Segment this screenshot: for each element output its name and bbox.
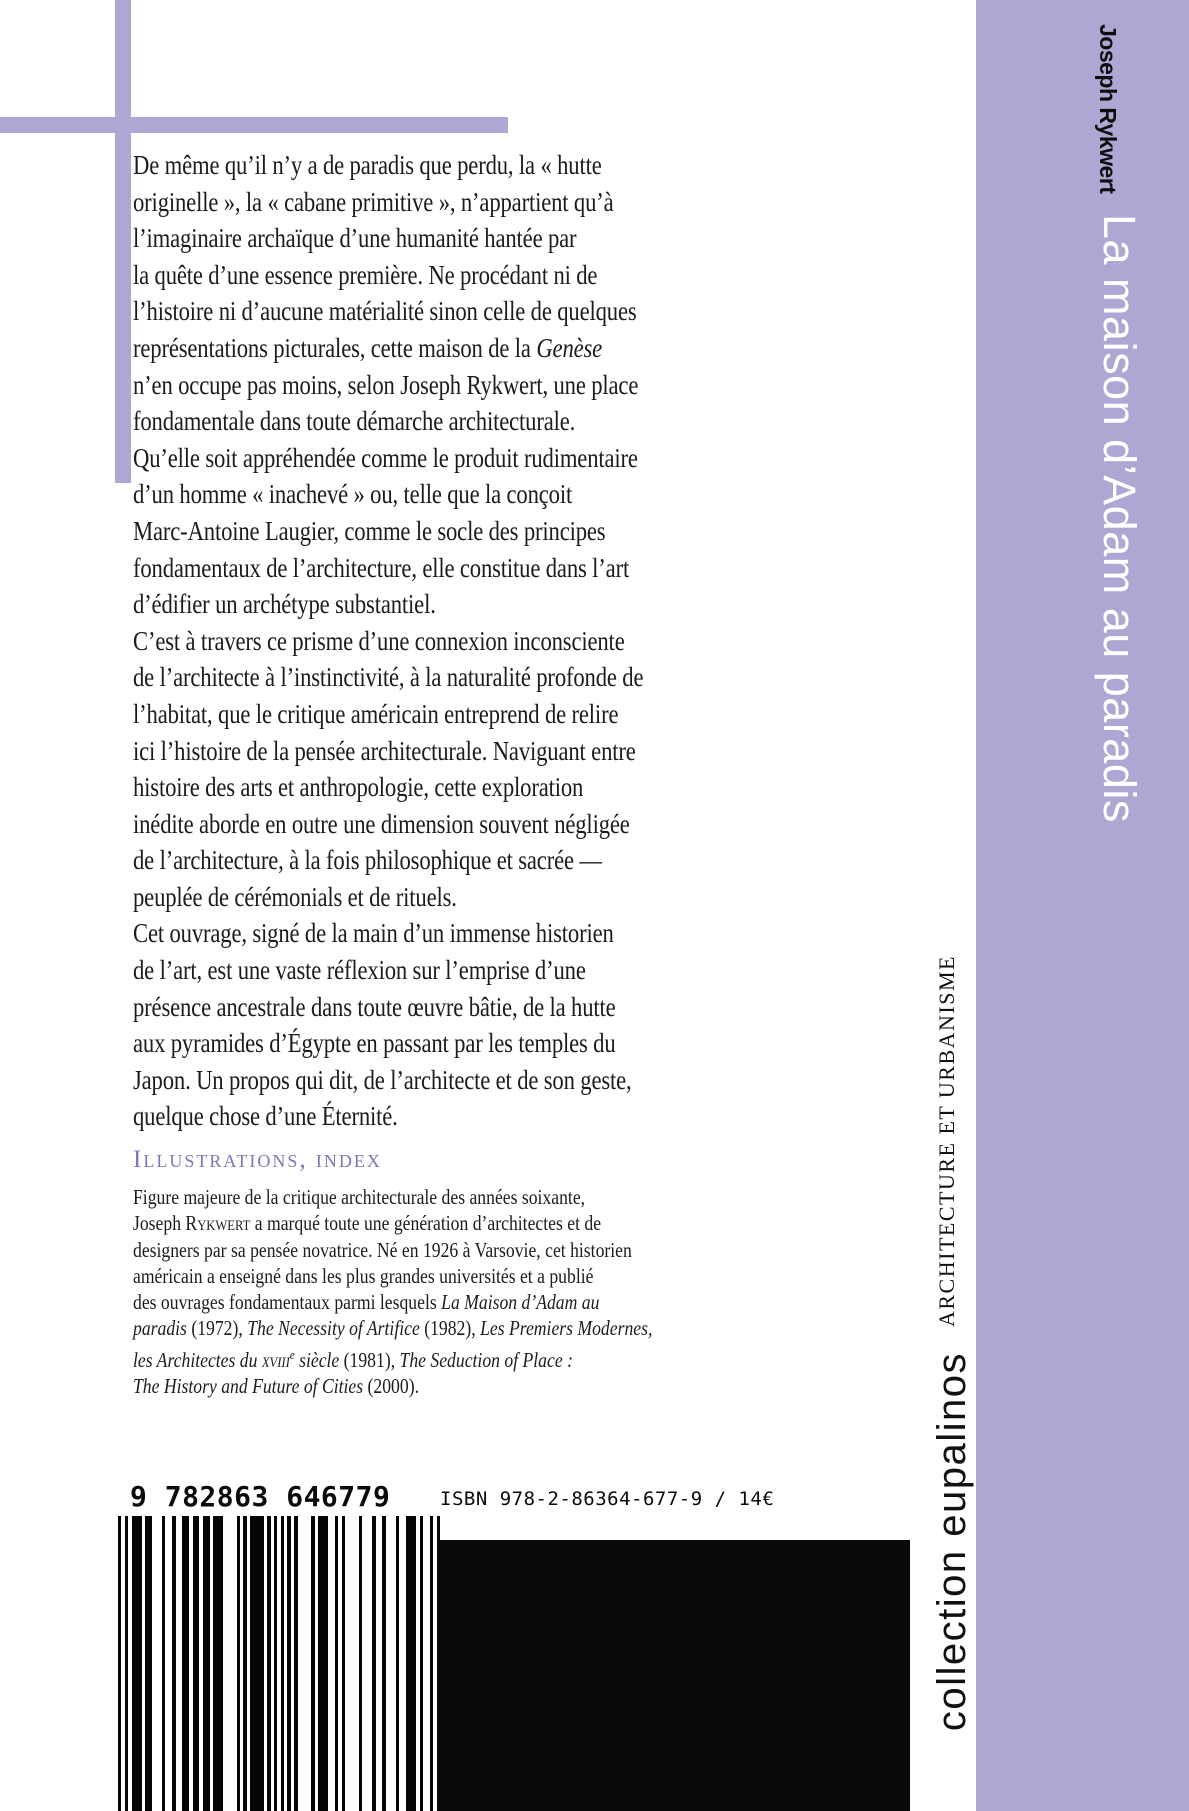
barcode-bar bbox=[172, 1516, 175, 1811]
barcode-bar bbox=[311, 1516, 314, 1811]
barcode-bar bbox=[118, 1516, 121, 1811]
barcode-bar bbox=[430, 1516, 433, 1811]
barcode-bar bbox=[318, 1516, 328, 1811]
body-line-segment: fondamentale dans toute démarche architecturale. bbox=[133, 406, 576, 437]
bio-line bbox=[133, 1263, 713, 1289]
body-line-segment: de l’architecte à l’instinctivité, à la naturalité profonde de bbox=[133, 662, 644, 693]
bio-line-segment: (1982), bbox=[419, 1316, 481, 1341]
body-line-segment: histoire des arts et anthropologie, cette exploration bbox=[133, 772, 584, 803]
barcode-bar bbox=[287, 1516, 290, 1811]
lavender-side-band bbox=[976, 0, 1189, 1811]
barcode-bar bbox=[243, 1516, 246, 1811]
bio-line-segment: xviii bbox=[261, 1347, 290, 1372]
body-line-segment: de l’art, est une vaste réflexion sur l’emprise d’une bbox=[133, 955, 586, 986]
body-line bbox=[133, 257, 713, 294]
body-line-segment: d’édifier un archétype substantiel. bbox=[133, 589, 436, 620]
isbn-price-line: ISBN 978-2-86364-677-9 / 14€ bbox=[440, 1488, 775, 1510]
barcode-bar bbox=[145, 1516, 152, 1811]
body-line-segment: Marc-Antoine Laugier, comme le socle des principes bbox=[133, 515, 606, 546]
body-line-segment: peuplée de cérémonials et de rituels. bbox=[133, 881, 457, 912]
body-line-segment: ici l’histoire de la pensée architecturale. Naviguant entre bbox=[133, 735, 636, 766]
body-line bbox=[133, 293, 713, 330]
bio-line-segment: (1972), bbox=[186, 1316, 248, 1341]
bio-line-segment: siècle bbox=[294, 1347, 340, 1372]
body-line bbox=[133, 842, 713, 879]
bio-line bbox=[133, 1210, 713, 1236]
body-line-segment: de l’architecture, à la fois philosophique et sacrée — bbox=[133, 845, 602, 876]
barcode-bar bbox=[193, 1516, 200, 1811]
bio-line-segment: ykwert bbox=[197, 1211, 251, 1236]
body-line bbox=[133, 915, 713, 952]
barcode-bar bbox=[406, 1516, 416, 1811]
bio-line-segment: Joseph R bbox=[133, 1211, 198, 1236]
bio-line bbox=[133, 1315, 713, 1341]
body-line bbox=[133, 733, 713, 770]
bio-line bbox=[133, 1184, 713, 1210]
body-line-segment: présence ancestrale dans toute œuvre bâtie, de la hutte bbox=[133, 991, 616, 1022]
barcode-bar bbox=[274, 1516, 277, 1811]
ean13-barcode bbox=[118, 1516, 440, 1811]
body-line-segment: la quête d’une essence première. Ne procédant ni de bbox=[133, 259, 598, 290]
body-line-segment: l’imaginaire archaïque d’une humanité hantée par bbox=[133, 223, 577, 254]
body-line bbox=[133, 879, 713, 916]
collection-label-vertical: collection eupalinos bbox=[930, 1352, 974, 1732]
cross-vertical-bar bbox=[115, 0, 131, 483]
barcode-number: 9 782863 646779 bbox=[130, 1480, 391, 1513]
bio-line bbox=[133, 1342, 713, 1373]
body-line bbox=[133, 440, 713, 477]
barcode-bar bbox=[182, 1516, 189, 1811]
barcode-bar bbox=[132, 1516, 142, 1811]
book-title-vertical: La maison d’Adam au paradis bbox=[1094, 214, 1145, 823]
body-line bbox=[133, 367, 713, 404]
body-line bbox=[133, 220, 713, 257]
bio-line-segment: (2000). bbox=[363, 1374, 419, 1399]
barcode-bar bbox=[294, 1516, 297, 1811]
bio-line-segment: paradis bbox=[133, 1316, 187, 1341]
barcode-bar bbox=[359, 1516, 362, 1811]
body-line-segment: l’habitat, que le critique américain entreprend de relire bbox=[133, 698, 619, 729]
barcode-bar bbox=[281, 1516, 284, 1811]
body-line bbox=[133, 1098, 713, 1135]
body-line-segment: Qu’elle soit appréhendée comme le produit rudimentaire bbox=[133, 442, 638, 473]
illustrations-index-label: Illustrations, index bbox=[133, 1146, 382, 1173]
bio-line-segment: designers par sa pensée novatrice. Né en 1926 à Varsovie, cet historien bbox=[133, 1237, 632, 1262]
body-line bbox=[133, 952, 713, 989]
black-block bbox=[440, 1540, 910, 1811]
barcode-bar bbox=[125, 1516, 128, 1811]
body-line-segment: Cet ouvrage, signé de la main d’un immense historien bbox=[133, 918, 614, 949]
body-line-segment: originelle », la « cabane primitive », n’appartient qu’à bbox=[133, 186, 614, 217]
body-line bbox=[133, 1025, 713, 1062]
body-line-segment: aux pyramides d’Égypte en passant par les temples du bbox=[133, 1028, 616, 1059]
body-line-segment: inédite aborde en outre une dimension souvent négligée bbox=[133, 808, 630, 839]
body-line bbox=[133, 696, 713, 733]
body-line bbox=[133, 769, 713, 806]
body-line-segment: fondamentaux de l’architecture, elle constitue dans l’art bbox=[133, 552, 630, 583]
bio-line bbox=[133, 1289, 713, 1315]
barcode-bar bbox=[372, 1516, 375, 1811]
body-line bbox=[133, 513, 713, 550]
body-line bbox=[133, 806, 713, 843]
body-line bbox=[133, 659, 713, 696]
bio-line-segment: The Necessity of Artifice bbox=[247, 1316, 420, 1341]
bio-line-segment: (1981), bbox=[339, 1347, 400, 1372]
body-line bbox=[133, 403, 713, 440]
barcode-bar bbox=[420, 1516, 423, 1811]
body-line bbox=[133, 550, 713, 587]
body-line-segment: n’en occupe pas moins, selon Joseph Rykwert, une place bbox=[133, 369, 639, 400]
body-line bbox=[133, 330, 713, 367]
series-label-vertical: ARCHITECTURE ET URBANISME bbox=[934, 955, 959, 1327]
body-line-segment: De même qu’il n’y a de paradis que perdu, la « hutte bbox=[133, 150, 602, 180]
barcode-bar bbox=[382, 1516, 385, 1811]
author-name-vertical: Joseph Rykwert bbox=[1095, 24, 1121, 194]
barcode-bar bbox=[342, 1516, 345, 1811]
bio-line-segment: The Seduction of Place : bbox=[399, 1347, 573, 1372]
body-line-segment: quelque chose d’une Éternité. bbox=[133, 1101, 398, 1132]
barcode-bar bbox=[267, 1516, 270, 1811]
bio-line-segment: La Maison d’Adam au bbox=[441, 1290, 600, 1315]
body-line-segment: d’un homme « inachevé » ou, telle que la conçoit bbox=[133, 479, 573, 510]
bio-line-segment: américain a enseigné dans les plus grandes universités et a publié bbox=[133, 1263, 594, 1288]
barcode-bar bbox=[335, 1516, 338, 1811]
body-line bbox=[133, 989, 713, 1026]
bio-line-segment: e bbox=[289, 1346, 295, 1362]
body-line bbox=[133, 147, 713, 184]
barcode-bar bbox=[213, 1516, 223, 1811]
bio-line-segment: The History and Future of Cities bbox=[133, 1374, 364, 1399]
back-cover-text bbox=[133, 147, 713, 1135]
body-line-segment: Japon. Un propos qui dit, de l’architecte et de son geste, bbox=[133, 1064, 632, 1095]
bio-line-segment: les Architectes du bbox=[133, 1347, 262, 1372]
bio-line bbox=[133, 1373, 713, 1399]
body-line bbox=[133, 1062, 713, 1099]
bio-line-segment: a marqué toute une génération d’architectes et de bbox=[250, 1211, 602, 1236]
body-line-segment: l’histoire ni d’aucune matérialité sinon celle de quelques bbox=[133, 296, 637, 327]
body-line bbox=[133, 623, 713, 660]
barcode-bar bbox=[237, 1516, 240, 1811]
body-line-segment: Genèse bbox=[536, 332, 603, 363]
bio-line-segment: des ouvrages fondamentaux parmi lesquels bbox=[133, 1290, 442, 1315]
bio-line bbox=[133, 1237, 713, 1263]
barcode-bar bbox=[250, 1516, 264, 1811]
barcode-bar bbox=[203, 1516, 210, 1811]
body-line bbox=[133, 184, 713, 221]
author-bio-text bbox=[133, 1184, 713, 1399]
body-line bbox=[133, 586, 713, 623]
body-line-segment: représentations picturales, cette maison de la bbox=[133, 332, 537, 363]
barcode-bar bbox=[396, 1516, 399, 1811]
body-line-segment: C’est à travers ce prisme d’une connexion inconsciente bbox=[133, 625, 625, 656]
bio-line-segment: Les Premiers Modernes, bbox=[480, 1316, 653, 1341]
body-line bbox=[133, 476, 713, 513]
bio-line-segment: Figure majeure de la critique architecturale des années soixante, bbox=[133, 1185, 586, 1209]
barcode-bar bbox=[162, 1516, 165, 1811]
cross-horizontal-bar bbox=[0, 117, 508, 133]
